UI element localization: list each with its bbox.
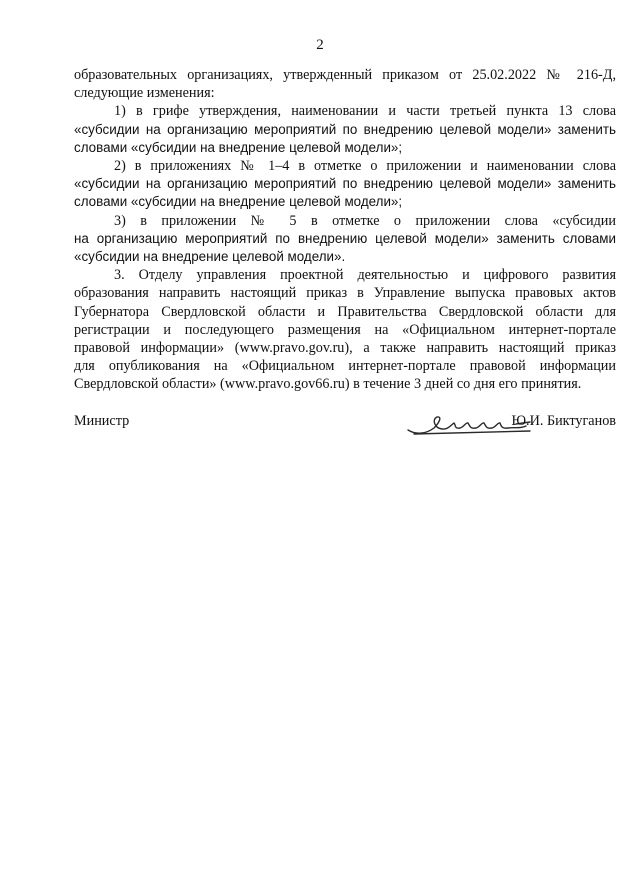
text-line: «субсидии на организацию мероприятий по внедрению целевой модели» заменить: [74, 176, 616, 192]
text-line: образовательных организациях, утвержденный приказом от 25.02.2022 № 216-Д,: [74, 67, 616, 83]
text-line: 2) в приложениях № 1–4 в отметке о приложении и наименовании слова: [114, 158, 616, 175]
paragraph-item-1: [74, 102, 616, 157]
page-number: 2: [316, 37, 324, 53]
paragraph-point-3: [74, 266, 616, 393]
text-line: 3. Отделу управления проектной деятельностью и цифрового развития: [114, 267, 616, 284]
text-line: «субсидии на организацию мероприятий по внедрению целевой модели» заменить: [74, 121, 616, 137]
text-line: словами «субсидии на внедрение целевой модели»;: [74, 139, 403, 155]
text-line: словами «субсидии на внедрение целевой модели»;: [74, 194, 403, 210]
paragraph-continuation: [74, 66, 616, 102]
text-line: «субсидии на внедрение целевой модели».: [74, 249, 346, 265]
signatory-name: Ю.И. Биктуганов: [511, 413, 616, 429]
text-line: образования направить настоящий приказ в Управление выпуска правовых актов: [74, 285, 616, 302]
paragraph-item-2: [74, 157, 616, 212]
signature-block: [74, 412, 616, 444]
paragraph-item-3: [74, 212, 616, 267]
text-line: Губернатора Свердловской области и Правительства Свердловской области для: [74, 303, 616, 320]
text-line: для опубликования на «Официальном интернет-портале правовой информации: [74, 358, 616, 375]
text-line: 3) в приложении № 5 в отметке о приложении слова «субсидии: [114, 212, 616, 229]
signatory-title: Министр: [74, 413, 130, 429]
text-line: 1) в грифе утверждения, наименовании и части третьей пункта 13 слова: [114, 103, 616, 120]
text-line: на организацию мероприятий по внедрению целевой модели» заменить словами: [74, 230, 616, 246]
document-body: [74, 66, 616, 394]
text-line: следующие изменения:: [74, 85, 215, 102]
text-line: Свердловской области» (www.pravo.gov66.ru) в течение 3 дней со дня его принятия.: [74, 376, 582, 393]
text-line: регистрации и последующего размещения на «Официальном интернет-портале: [74, 321, 616, 338]
text-line: правовой информации» (www.pravo.gov.ru), а также направить настоящий приказ: [74, 340, 616, 357]
